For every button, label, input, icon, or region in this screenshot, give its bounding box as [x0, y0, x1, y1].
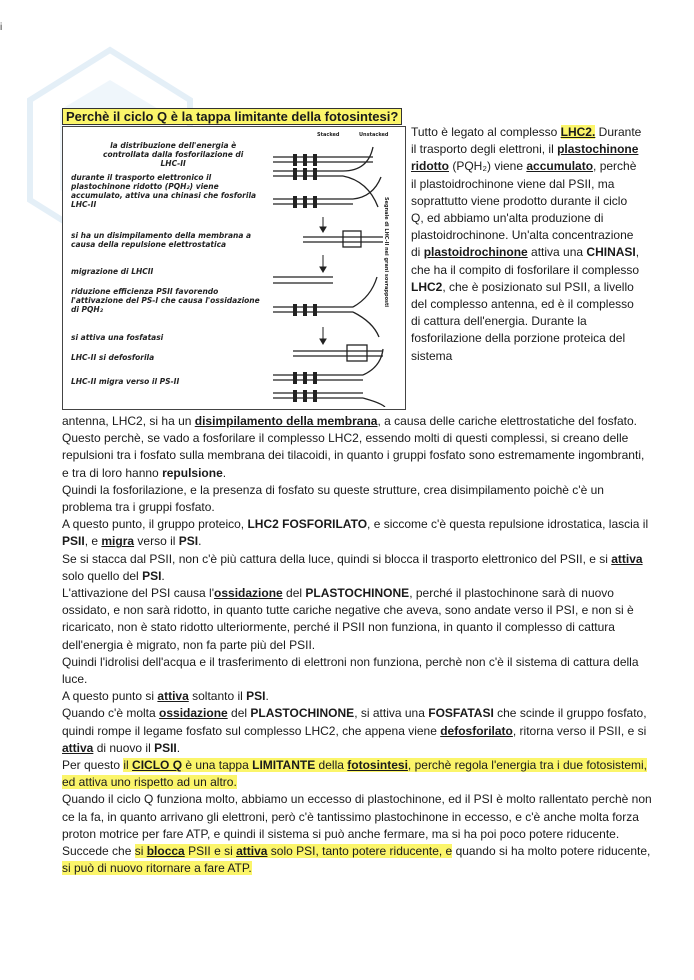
paragraph-8: Quando c'è molta ossidazione del PLASTOCHINONE, si attiva una FOSFATASI che scinde il gruppo fosfato, quindi rompe il legame fosfato sul complesso LHC2, che appena viene defosforilato, ritorna verso il PSII, e si attiva di nuovo il PSII. [62, 706, 647, 755]
figure-label-5: riduzione efficienza PSII favorendo l'attivazione del PS-I che causa l'ossidazione di PQH₂ [71, 287, 260, 314]
figure-top-label-unstacked: Unstacked [359, 132, 389, 138]
figure-label-6: si attiva una fosfatasi [71, 333, 164, 342]
highlight-ciclo-q: il CICLO Q è una tappa LIMITANTE della fotosintesi, perchè regola l'energia tra i due fotosistemi, ed attiva uno rispetto ad un altro. [62, 758, 648, 790]
paragraph-4: Se si stacca dal PSII, non c'è più cattura della luce, quindi si blocca il trasporto elettronico del PSII, e si attiva solo quello del PSI. [62, 551, 643, 583]
figure-label-7: LHC-II si defosforila [71, 353, 155, 362]
paragraph-1: antenna, LHC2, si ha un disimpilamento della membrana, a causa delle cariche elettrostatiche del fosfato. Questo perchè, se vado a fosforilare il complesso LHC2, essendo molti di questi complessi, si creano delle repulsioni tra i fosfato sulla membrana dei tilacoidi, in quanto i gruppi fosfato sono estremamente ingombranti, e tra di loro hanno repulsione. [62, 414, 645, 480]
highlight-blocca: si blocca PSII e si attiva solo PSI, tanto potere riducente, e [134, 844, 453, 859]
figure-side-label: Segnale di LHC-II nei grani sovrapposti [383, 197, 389, 308]
page-title: Perchè il ciclo Q è la tappa limitante della fotosintesi? [62, 108, 402, 125]
highlight-lhc2: LHC2. [560, 125, 596, 139]
paragraph-7: A questo punto si attiva soltanto il PSI. [62, 689, 269, 704]
diagram-figure [62, 126, 406, 410]
paragraph-5: L'attivazione del PSI causa l'ossidazione del PLASTOCHINONE, perché il plastochinone sarà di nuovo ossidato, e non sarà ridotto, in quanto tutte cariche negative che aveva, sono andate verso il PSI, e non si è ricaricato, non è stato ridotto ulteriormente, perché il PSII non funziona, in quanto il complesso di cattura dell'energia è migrato, non fa parte più del PSII. [62, 586, 634, 652]
thylakoid-membrane-diagram [273, 137, 393, 407]
figure-label-3: si ha un disimpilamento della membrana a causa della repulsione elettrostatica [71, 231, 252, 249]
right-column-text [411, 124, 643, 365]
figure-label-4: migrazione di LHCII [71, 267, 154, 276]
paragraph-9: Per questo il CICLO Q è una tappa LIMITANTE della fotosintesi, perchè regola l'energia tra i due fotosistemi, ed attiva uno rispetto ad un altro. [62, 758, 648, 790]
main-text [62, 413, 654, 877]
paragraph-6: Quindi l'idrolisi dell'acqua e il trasferimento di elettroni non funziona, perchè non c'è il sistema di cattura della luce. [62, 654, 639, 687]
right-paragraph: Tutto è legato al complesso LHC2. Durante il trasporto degli elettroni, il plastochinone ridotto (PQH₂) viene accumulato, perchè il plastoidrochinone viene dal PSII, ma soprattutto viene prodotto durante il ciclo Q, ed abbiamo un'alta produzione di plastoidrochinone. Un'alta concentrazione di plastoidrochinone attiva una CHINASI, che ha il compito di fosforilare il complesso LHC2, che è posizionato sul PSII, a livello del complesso antenna, ed è il complesso di cattura dell'energia. Durante la fosforilazione della porzione proteica del sistema [411, 125, 642, 363]
paragraph-10: Quando il ciclo Q funziona molto, abbiamo un eccesso di plastochinone, ed il PSI è molto rallentato perchè non ce la fa, in quanto arrivano gli elettroni, però c'è tantissimo plastochinone in eccesso, e c'è anche molta forza proton motrice per fare ATP, e quindi il sistema si può anche fermare, ma si ha poi poco potere riducente. [62, 792, 652, 841]
paragraph-11: Succede che si blocca PSII e si attiva solo PSI, tanto potere riducente, e quando si ha molto potere riducente, si può di nuovo ritornare a fare ATP. [62, 844, 651, 876]
figure-label-8: LHC-II migra verso il PS-II [71, 377, 180, 386]
highlight-atp: si può di nuovo ritornare a fare ATP. [62, 861, 252, 876]
paragraph-2: Quindi la fosforilazione, e la presenza di fosfato su queste strutture, crea disimpilamento poichè c'è un problema tra i gruppi fosfato. [62, 482, 604, 515]
corner-mark: i [0, 22, 3, 33]
paragraph-3: A questo punto, il gruppo proteico, LHC2 FOSFORILATO, e siccome c'è questa repulsione idrostatica, lascia il PSII, e migra verso il PSI. [62, 517, 649, 549]
figure-top-label-stacked: Stacked [317, 132, 340, 138]
figure-label-2: durante il trasporto elettronico il plastochinone ridotto (PQH₂) viene accumulato, attiva una chinasi che fosforila LHC-II [71, 173, 257, 209]
figure-label-1: la distribuzione dell'energia è controllata dalla fosforilazione di LHC-II [103, 141, 244, 168]
